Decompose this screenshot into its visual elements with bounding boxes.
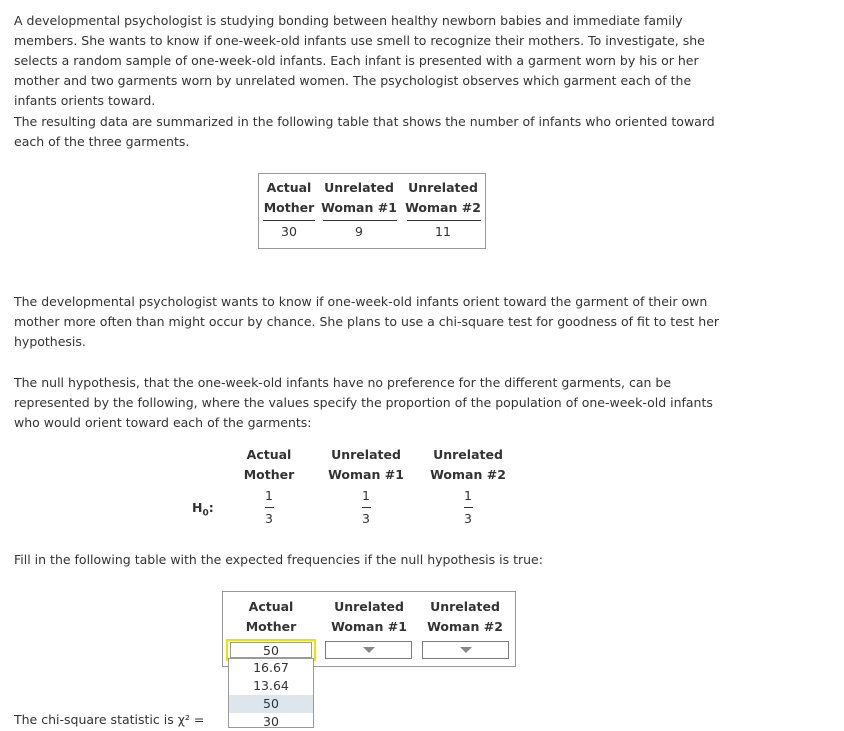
- observed-header-mother: Actual Mother: [263, 180, 315, 215]
- null-fraction-woman2: 1 3: [464, 488, 472, 526]
- expected-header-mother: Actual Mother: [245, 599, 297, 634]
- observed-table: [258, 173, 486, 249]
- null-paragraph: The null hypothesis, that the one-week-old infants have no preference for the different garments, can be represented by the following, where the values specify the proportion of the population of one-week-old infants who would orient toward each of the garments:: [14, 375, 713, 430]
- observed-header-underline: [263, 220, 315, 221]
- null-header-woman2: Unrelated Woman #2: [430, 447, 506, 482]
- null-header-woman1: Unrelated Woman #1: [328, 447, 404, 482]
- dropdown-option-highlighted[interactable]: 50: [229, 695, 313, 713]
- resulting-paragraph: The resulting data are summarized in the following table that shows the number of infants who oriented toward each of the three garments.: [14, 114, 715, 149]
- expected-woman1-select[interactable]: [325, 641, 412, 659]
- intro-paragraph: A developmental psychologist is studying bonding between healthy newborn babies and immediate family members. She wants to know if one-week-old infants use smell to recognize their mothers. To investigate, she selects a random sample of one-week-old infants. Each infant is presented with a garment worn by his or her mother and two garments worn by unrelated women. The psychologist observes which garment each of the infants orients toward.: [14, 13, 705, 108]
- fill-paragraph: Fill in the following table with the expected frequencies if the null hypothesis is true:: [14, 552, 543, 567]
- null-header-mother: Actual Mother: [243, 447, 295, 482]
- null-fraction-woman1: 1 3: [362, 488, 370, 526]
- observed-value-woman1: 9: [355, 224, 363, 239]
- expected-woman2-select[interactable]: [422, 641, 509, 659]
- dropdown-option[interactable]: 13.64: [253, 678, 289, 693]
- observed-header-underline: [407, 220, 481, 221]
- null-fraction-mother: 1 3: [265, 488, 273, 526]
- observed-header-underline: [323, 220, 397, 221]
- observed-value-woman2: 11: [435, 224, 451, 239]
- observed-value-mother: 30: [281, 224, 297, 239]
- dropdown-option[interactable]: 30: [263, 714, 279, 729]
- chi-square-label: The chi-square statistic is χ² =: [14, 712, 205, 727]
- chevron-down-icon: [460, 647, 472, 653]
- expected-mother-select-value: 50: [230, 642, 312, 658]
- wants-paragraph: The developmental psychologist wants to know if one-week-old infants orient toward the garment of their own mother more often than might occur by chance. She plans to use a chi-square test for goodness of fit to test her hypothesis.: [14, 294, 720, 349]
- dropdown-option[interactable]: 16.67: [253, 660, 289, 675]
- expected-header-woman1: Unrelated Woman #1: [331, 599, 407, 634]
- observed-header-woman1: Unrelated Woman #1: [321, 180, 397, 215]
- expected-header-woman2: Unrelated Woman #2: [427, 599, 503, 634]
- null-hypothesis-label: $H_0$:: [192, 500, 214, 519]
- expected-mother-dropdown-list: [228, 658, 314, 728]
- observed-header-woman2: Unrelated Woman #2: [405, 180, 481, 215]
- chevron-down-icon: [363, 647, 375, 653]
